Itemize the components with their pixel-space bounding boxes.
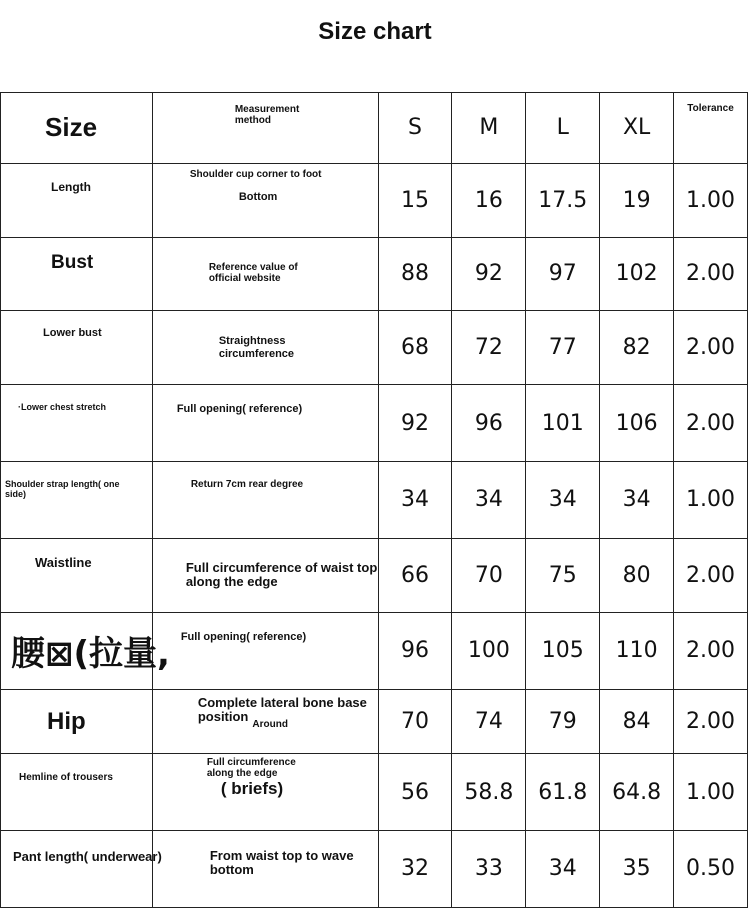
value-xl: 35 bbox=[600, 830, 674, 907]
value-s: 56 bbox=[378, 754, 452, 831]
value-l: 61.8 bbox=[526, 754, 600, 831]
header-method: Measurement method bbox=[152, 93, 378, 164]
value-m: 72 bbox=[452, 310, 526, 385]
page-title: Size chart bbox=[318, 18, 432, 45]
value-tolerance: 2.00 bbox=[674, 613, 748, 690]
row-label: ·Lower chest stretch bbox=[1, 385, 153, 462]
row-label: Shoulder strap length( one side) bbox=[1, 461, 153, 538]
value-m: 70 bbox=[452, 538, 526, 613]
row-method: Full circumference along the edge ( briefs) bbox=[152, 754, 378, 831]
value-l: 77 bbox=[526, 310, 600, 385]
table-row bbox=[1, 830, 748, 907]
value-tolerance: 2.00 bbox=[674, 238, 748, 311]
table-row bbox=[1, 754, 748, 831]
row-label: Pant length( underwear) bbox=[1, 830, 153, 907]
value-m: 74 bbox=[452, 689, 526, 754]
header-size: Size bbox=[1, 93, 153, 164]
value-l: 105 bbox=[526, 613, 600, 690]
value-s: 88 bbox=[378, 238, 452, 311]
table-row bbox=[1, 689, 748, 754]
value-tolerance: 1.00 bbox=[674, 461, 748, 538]
value-tolerance: 2.00 bbox=[674, 538, 748, 613]
value-xl: 80 bbox=[600, 538, 674, 613]
row-label: Waistline bbox=[1, 538, 153, 613]
table-row bbox=[1, 538, 748, 613]
value-l: 17.5 bbox=[526, 163, 600, 238]
value-s: 96 bbox=[378, 613, 452, 690]
value-xl: 34 bbox=[600, 461, 674, 538]
size-chart-table bbox=[0, 92, 748, 908]
row-method: Reference value of official website bbox=[152, 238, 378, 311]
header-size-m: M bbox=[452, 93, 526, 164]
row-method: Full opening( reference) bbox=[152, 385, 378, 462]
table-row bbox=[1, 613, 748, 690]
table-row bbox=[1, 385, 748, 462]
row-method: Complete lateral bone base position$_{Around}$ bbox=[152, 689, 378, 754]
table-row bbox=[1, 310, 748, 385]
value-l: 34 bbox=[526, 830, 600, 907]
value-s: 66 bbox=[378, 538, 452, 613]
value-l: 34 bbox=[526, 461, 600, 538]
row-method: Straightness circumference bbox=[152, 310, 378, 385]
row-label: Lower bust bbox=[1, 310, 153, 385]
table-row bbox=[1, 461, 748, 538]
value-m: 16 bbox=[452, 163, 526, 238]
table-row bbox=[1, 163, 748, 238]
value-m: 92 bbox=[452, 238, 526, 311]
value-s: 68 bbox=[378, 310, 452, 385]
value-xl: 110 bbox=[600, 613, 674, 690]
value-xl: 82 bbox=[600, 310, 674, 385]
value-s: 92 bbox=[378, 385, 452, 462]
table-header-row bbox=[1, 93, 748, 164]
value-xl: 19 bbox=[600, 163, 674, 238]
value-l: 75 bbox=[526, 538, 600, 613]
value-m: 100 bbox=[452, 613, 526, 690]
value-l: 97 bbox=[526, 238, 600, 311]
row-method: Shoulder cup corner to foot Bottom bbox=[152, 163, 378, 238]
value-m: 96 bbox=[452, 385, 526, 462]
header-size-xl: XL bbox=[600, 93, 674, 164]
value-xl: 102 bbox=[600, 238, 674, 311]
value-l: 101 bbox=[526, 385, 600, 462]
row-method: Return 7cm rear degree bbox=[152, 461, 378, 538]
row-method: From waist top to wave bottom bbox=[152, 830, 378, 907]
table-row bbox=[1, 238, 748, 311]
value-tolerance: 0.50 bbox=[674, 830, 748, 907]
value-xl: 84 bbox=[600, 689, 674, 754]
value-m: 34 bbox=[452, 461, 526, 538]
row-label: Hip bbox=[1, 689, 153, 754]
value-xl: 106 bbox=[600, 385, 674, 462]
value-s: 15 bbox=[378, 163, 452, 238]
value-tolerance: 2.00 bbox=[674, 385, 748, 462]
header-size-l: L bbox=[526, 93, 600, 164]
value-s: 34 bbox=[378, 461, 452, 538]
value-tolerance: 1.00 bbox=[674, 163, 748, 238]
header-size-s: S bbox=[378, 93, 452, 164]
value-tolerance: 2.00 bbox=[674, 689, 748, 754]
value-tolerance: 1.00 bbox=[674, 754, 748, 831]
row-method: Full opening( reference) bbox=[152, 613, 378, 690]
header-tolerance: Tolerance bbox=[674, 93, 748, 164]
value-s: 32 bbox=[378, 830, 452, 907]
row-label: Hemline of trousers bbox=[1, 754, 153, 831]
value-l: 79 bbox=[526, 689, 600, 754]
value-m: 33 bbox=[452, 830, 526, 907]
value-m: 58.8 bbox=[452, 754, 526, 831]
row-label: Length bbox=[1, 163, 153, 238]
value-tolerance: 2.00 bbox=[674, 310, 748, 385]
row-method: Full circumference of waist top along the edge bbox=[152, 538, 378, 613]
value-xl: 64.8 bbox=[600, 754, 674, 831]
value-s: 70 bbox=[378, 689, 452, 754]
row-label: Bust bbox=[1, 238, 153, 311]
row-label: 腰⊠(拉量, bbox=[1, 613, 153, 690]
